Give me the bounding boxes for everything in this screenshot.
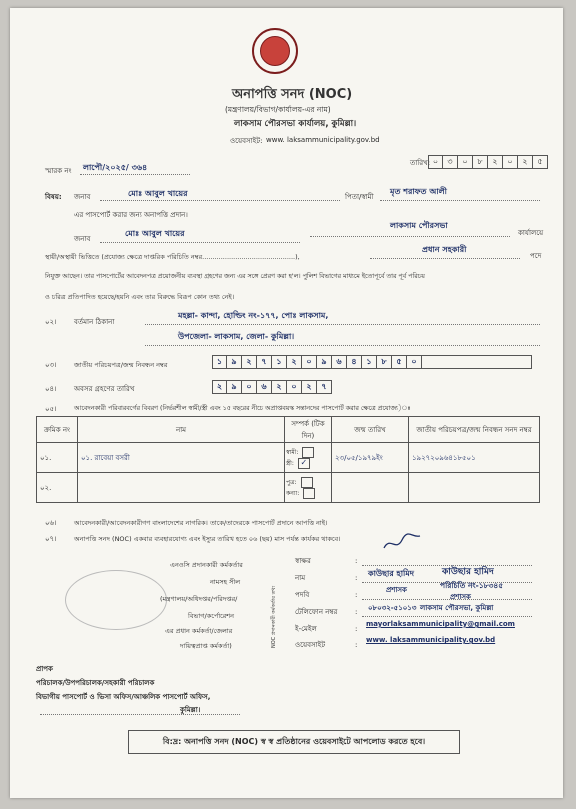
subject-line2: এর পাসপোর্ট করার জন্য অনাপত্তি প্রদান। [74,211,188,219]
col-dob: জন্ম তারিখ [332,417,409,443]
body-line3: নিযুক্ত আছেন। তার পাসপোর্টের আবেদনপত্র প্রয়োজনীয় ব্যবস্থা গ্রহণের জন্য এর সঙ্গে প্রেরণ করা হ'ল। পুলিশ বিভাগের মাধ্যমে ইতোপূর্বে তার পূর্ব পরিচয় [45,273,425,280]
family-label: আবেদনকারী পরিবারবর্গের বিবরণ (নির্ভরশীল স্বামী/স্ত্রী এবং ১৫ বছরের নীচে অপ্রাপ্তবয়স্ক সন্তানদের পাসপোর্ট করার ক্ষেত্রে প্রযোজ্য)ঃ [74,405,411,412]
cell-serial: ০২. [37,473,78,503]
family-table [36,416,540,503]
col-relation: সম্পর্ক (টিক দিন) [285,417,332,443]
rel-label: কন্যা: [286,489,300,497]
footer-note: বি:দ্র: অনাপত্তি সনদ (NOC) স্ব স্ব প্রতিষ্ঠানের ওয়েবসাইটে আপলোড করতে হবে। [128,730,460,754]
address-line2: উপজেলা- লাকসাম, জেলা- কুমিল্লা। [178,332,295,341]
body-name: মোঃ আবুল খায়ের [125,229,185,238]
cell-relation [285,443,332,473]
retire-digit: ০ [287,380,302,394]
date-digit: ০ [458,155,473,169]
date-digit: ০ [503,155,518,169]
body-office: লাকসাম পৌরসভা [390,221,448,230]
date-digit: ২ [488,155,503,169]
item-number: ০২। [45,318,57,326]
cell-nid [409,473,540,503]
item-number: ০৩। [45,361,57,369]
signer-left-6: দায়িত্বপ্রাপ্ত কর্মকর্তা) [180,642,232,650]
subject-name: মোঃ আবুল খায়ের [128,189,188,198]
address-label: বর্তমান ঠিকানা [74,318,115,326]
signer-left-5: এর প্রধান কর্মকর্তা/জেলার [165,627,233,635]
signature [382,532,422,554]
nid-digit: ৭ [257,355,272,369]
nid-digit: ২ [287,355,302,369]
cell-relation [285,473,332,503]
faded-stamp [65,570,167,630]
nid-digit: ১ [362,355,377,369]
date-digit: ৮ [473,155,488,169]
item-number: ০৪। [45,385,57,393]
recipient-line1: পরিচালক/উপপরিচালক/সহকারী পরিচালক [36,679,155,687]
retire-digit: ৭ [317,380,332,394]
memo-label: স্মারক নং [45,167,72,175]
website-label: ওয়েবসাইট: [230,137,263,145]
cell-dob [332,473,409,503]
retire-digit: ২ [272,380,287,394]
nid-extra-box [422,355,532,369]
cell-name [78,473,285,503]
table-row [37,473,540,503]
date-digit: ২ [518,155,533,169]
nid-boxes [212,355,532,369]
date-digit: ০ [428,155,443,169]
relation-checkbox[interactable] [302,447,314,458]
nid-digit: ০ [302,355,317,369]
colon: : [355,574,358,582]
retire-digit: ২ [212,380,227,394]
stamp-name: কাউছার হামিদ [442,567,494,577]
rel-label: স্বামী: [286,448,299,456]
retire-digit: ২ [302,380,317,394]
retire-boxes [212,380,332,394]
recipient-line2: বিভাগীয় পাসপোর্ট ও ভিসা অফিস/আঞ্চলিক পাসপোর্ট অফিস, [36,693,211,701]
body-office-suffix: কার্যালয়ে [518,229,544,237]
table-row [37,443,540,473]
memo-number: লাপৌ/২০২৫/ ৩৬৪ [83,163,148,172]
document-page [10,8,563,798]
nid-digit: ২ [242,355,257,369]
nid-digit: ১ [212,355,227,369]
signer-name: কাউছার হামিদ [368,569,414,578]
cell-serial: ০১. [37,443,78,473]
nid-digit: ৬ [332,355,347,369]
date-digit: ৫ [533,155,548,169]
cell-nid: ১৯২৭২০৯৬৪১৮৫০১ [409,443,540,473]
item-number: ০৭। [45,535,57,543]
doc-subtitle: (মন্ত্রণালয়/বিভাগ/কার্যালয়-এর নাম) [225,105,331,114]
signer-left-2: নামসহ সীল [210,578,241,586]
cell-dob: ২৩/০৫/১৯৭৯ইং [332,443,409,473]
stamp-office: লাকসাম পৌরসভা, কুমিল্লা [420,604,494,612]
relation-checkbox[interactable] [303,488,315,499]
signer-post: প্রশাসক [386,586,407,594]
subject-label: বিষয়: [45,193,62,201]
relation-checkbox[interactable] [301,477,313,488]
field-email-label: ই-মেইল [295,625,317,633]
nid-digit: ০ [407,355,422,369]
signer-vertical-label: NOC প্রদানকারী কর্মকর্তার তথ্য [271,585,277,648]
father-label: পিতা/স্বামী [345,193,374,201]
date-boxes [428,155,548,169]
rel-label: স্ত্রী: [286,459,294,467]
subject-prefix: জনাব [74,193,91,201]
nid-digit: ৮ [377,355,392,369]
decl-6: আবেদনকারী/আবেদনকারীগণ বাংলাদেশের নাগরিক। তাকে/তাদেরকে পাসপোর্ট প্রদানে আপত্তি নাই। [74,519,328,527]
cell-name: ০১. রাবেয়া বসরী [78,443,285,473]
body-line4: ও চরিত্র প্রতিপাদিত হয়েছে/হয়নি এবং তার বিরুদ্ধে বিরূপ কোন তথ্য নেই। [45,293,235,301]
body-position-suffix: পদে [530,252,542,260]
col-nid: জাতীয় পরিচয়পত্র/জন্ম নিবন্ধন সনদ নম্বর [409,417,540,443]
signer-email: mayorlaksammunicipality@gmail.com [366,620,515,628]
body-prefix: জনাব [74,235,91,243]
field-name-label: নাম [295,574,306,582]
doc-title: অনাপত্তি সনদ (NOC) [232,87,353,102]
colon: : [355,608,358,616]
date-digit: ৩ [443,155,458,169]
nid-digit: ৪ [347,355,362,369]
colon: : [355,591,358,599]
decl-7: অনাপত্তি সনদ (NOC) একবার ব্যবহারযোগ্য এবং ইস্যুর তারিখ হতে ০৬ (ছয়) মাস পর্যন্ত কার্যকর থাকবে। [74,535,341,543]
seal-logo [252,28,298,74]
nid-digit: ৯ [317,355,332,369]
office-name: লাকসাম পৌরসভা কার্যালয়, কুমিল্লা। [234,119,357,129]
colon: : [355,641,358,649]
item-number: ০৬। [45,519,57,527]
field-phone-label: টেলিফোন নম্বর [295,608,338,616]
col-serial: ক্রমিক নং [37,417,78,443]
colon: : [355,557,358,565]
retire-digit: ৯ [227,380,242,394]
field-web-label: ওয়েবসাইট [295,641,326,649]
relation-checkbox[interactable]: ✓ [298,458,310,469]
signer-left-4: বিভাগ/কর্পোরেশন [188,612,235,620]
recipient-line3: কুমিল্লা। [180,706,201,714]
signer-left-1: এনওসি প্রদানকারী কর্মকর্তার [170,561,243,569]
signer-left-3: (মন্ত্রণালয়/অধিদপ্তর/পরিদপ্তর/ [160,595,238,603]
item-number: ০৫। [45,405,57,413]
nid-label: জাতীয় পরিচয়পত্র/জন্ম নিবন্ধন নম্বর [74,361,168,369]
date-label: তারিখ: [410,159,431,167]
father-name: মৃত শরাফত আলী [390,187,447,196]
retire-digit: ০ [242,380,257,394]
nid-digit: ৫ [392,355,407,369]
signer-website: www. laksammunicipality.gov.bd [366,636,496,644]
colon: : [355,625,358,633]
stamp-post: প্রশাসক [450,593,471,601]
nid-digit: ৯ [227,355,242,369]
website-url: www. laksammunicipality.gov.bd [266,136,380,144]
nid-digit: ১ [272,355,287,369]
col-name: নাম [78,417,285,443]
stamp-id: পরিচিতি নং-১৮৩৪৫ [440,581,504,590]
recipient-label: প্রাপক [36,665,53,673]
rel-label: পুত্র: [286,478,297,486]
address-line1: মহল্লা- কান্দা, হোল্ডিং নং-১৭৭, পোঃ লাকসাম, [178,311,329,320]
body-position: প্রধান সহকারী [422,245,467,254]
field-post-label: পদবি [295,591,310,599]
field-sign-label: স্বাক্ষর [295,557,311,565]
signer-phone: ০৮০৩২-৫১০১৩ [368,604,417,612]
retire-label: অবসর গ্রহণের তারিখ [74,385,135,393]
retire-digit: ৬ [257,380,272,394]
body-line2: স্থায়ী/অস্থায়ী ভিত্তিতে (প্রযোজ্য ক্ষেত্রে দাপ্তরিক পরিচিতি নম্বর.............................................), [45,253,300,261]
